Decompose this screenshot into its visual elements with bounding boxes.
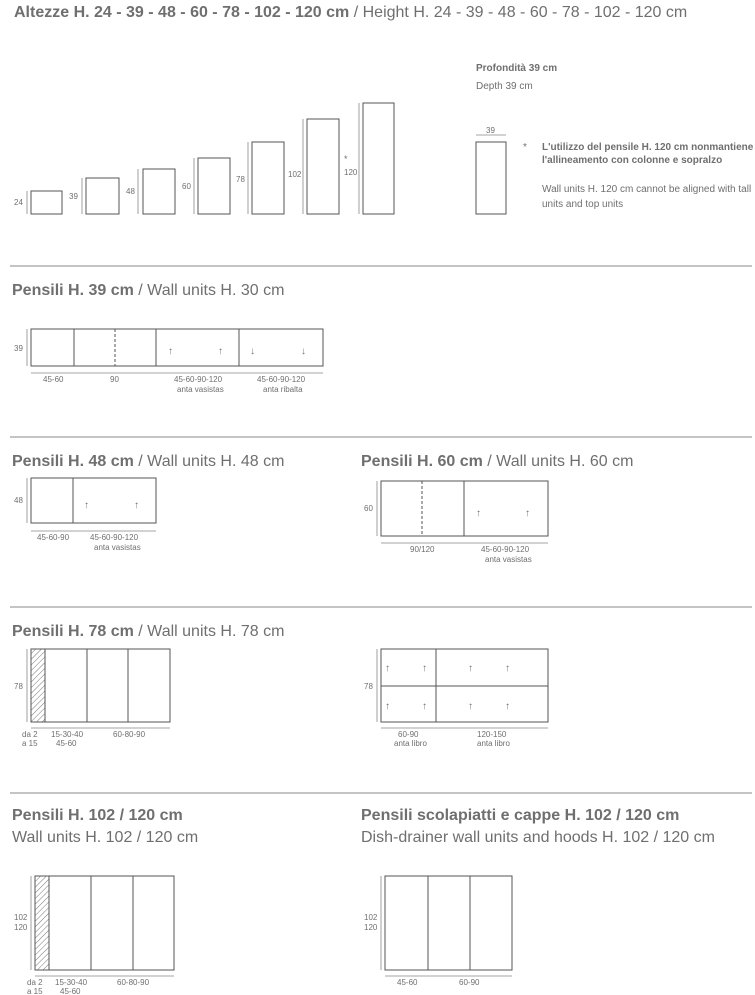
- arrow-up-icon: ↑: [422, 663, 427, 674]
- s39-height-label: 39: [14, 344, 23, 353]
- s102-width-1b: 45-60: [60, 987, 81, 995]
- s39-width-3-sub: anta vasistas: [177, 385, 224, 394]
- sdish-height-1: 102: [364, 913, 378, 922]
- asterisk-mark: *: [344, 154, 348, 164]
- height-box-120: [363, 103, 394, 214]
- note-it-line2: l'allineamento con colonne e sopralzo: [542, 155, 723, 166]
- height-label-60: 60: [182, 182, 191, 191]
- s60-diagram: [364, 481, 548, 564]
- s60-title: Pensili H. 60 cm / Wall units H. 60 cm: [361, 453, 634, 470]
- arrow-up-icon: ↑: [385, 663, 390, 674]
- height-label-120: 120: [344, 168, 358, 177]
- s78-width-0b: a 15: [22, 739, 38, 748]
- s60-width-2: 45-60-90-120: [481, 545, 530, 554]
- arrow-up-icon: ↑: [134, 500, 139, 511]
- s78-width-1b: 45-60: [56, 739, 77, 748]
- s60-width-2-sub: anta vasistas: [485, 555, 532, 564]
- height-row: [14, 103, 394, 214]
- s102-subtitle: Wall units H. 102 / 120 cm: [12, 829, 199, 846]
- sdish-diagram: [364, 876, 512, 987]
- s102-diagram: [14, 876, 174, 995]
- height-box-60: [198, 158, 230, 214]
- sdish-width-2: 60-90: [459, 978, 480, 987]
- arrow-up-icon: ↑: [468, 663, 473, 674]
- s78-left-diagram: [14, 649, 170, 748]
- s102-width-1a: 15-30-40: [55, 978, 88, 987]
- s78-width-2: 60-80-90: [113, 730, 146, 739]
- sdish-height-2: 120: [364, 923, 378, 932]
- s48-diagram: [14, 478, 156, 552]
- note-marker: *: [523, 142, 527, 153]
- header-title: Altezze H. 24 - 39 - 48 - 60 - 78 - 102 - 120 cm / Height H. 24 - 39 - 48 - 60 - 78 - 102 - 120 cm: [14, 4, 688, 21]
- s102-height-1: 102: [14, 913, 28, 922]
- height-box-48: [143, 169, 175, 214]
- s48-width-2: 45-60-90-120: [90, 533, 139, 542]
- s78-right-width-1: 60-90: [398, 730, 419, 739]
- s78-title: Pensili H. 78 cm / Wall units H. 78 cm: [12, 623, 285, 640]
- s39-width-2: 90: [110, 375, 119, 384]
- arrow-up-icon: ↑: [468, 701, 473, 712]
- s48-title: Pensili H. 48 cm / Wall units H. 48 cm: [12, 453, 285, 470]
- s102-title: Pensili H. 102 / 120 cm: [12, 807, 183, 824]
- height-label-24: 24: [14, 198, 23, 207]
- height-label-78: 78: [236, 175, 245, 184]
- s78-height-label: 78: [14, 682, 23, 691]
- s48-width-2-sub: anta vasistas: [94, 543, 141, 552]
- sdish-subtitle: Dish-drainer wall units and hoods H. 102 / 120 cm: [361, 829, 715, 846]
- s102-height-2: 120: [14, 923, 28, 932]
- s78-right-width-2-sub: anta libro: [477, 739, 510, 748]
- arrow-up-icon: ↑: [168, 346, 173, 357]
- s60-height-label: 60: [364, 504, 373, 513]
- height-box-78: [252, 142, 284, 214]
- arrow-down-icon: ↓: [301, 346, 306, 357]
- height-label-102: 102: [288, 170, 302, 179]
- arrow-up-icon: ↑: [505, 701, 510, 712]
- depth-subtitle: Depth 39 cm: [476, 81, 533, 92]
- depth-title: Profondità 39 cm: [476, 63, 558, 74]
- depth-value: 39: [486, 126, 495, 135]
- arrow-up-icon: ↑: [476, 508, 481, 519]
- s78-right-width-1-sub: anta libro: [394, 739, 427, 748]
- s102-width-0b: a 15: [27, 987, 43, 995]
- height-box-24: [31, 191, 62, 214]
- height-box-39: [86, 178, 119, 214]
- sdish-width-1: 45-60: [397, 978, 418, 987]
- s39-title: Pensili H. 39 cm / Wall units H. 30 cm: [12, 282, 285, 299]
- s48-width-1: 45-60-90: [37, 533, 70, 542]
- arrow-down-icon: ↓: [250, 346, 255, 357]
- s78-right-width-2: 120-150: [477, 730, 507, 739]
- s78-right-diagram: [364, 649, 548, 748]
- s60-width-1: 90/120: [410, 545, 435, 554]
- arrow-up-icon: ↑: [84, 500, 89, 511]
- s39-width-3: 45-60-90-120: [174, 375, 223, 384]
- arrow-up-icon: ↑: [422, 701, 427, 712]
- s48-height-label: 48: [14, 496, 23, 505]
- s78-width-1a: 15-30-40: [51, 730, 84, 739]
- s39-diagram: [14, 329, 323, 394]
- s39-width-4-sub: anta ribalta: [263, 385, 303, 394]
- note-en-line1: Wall units H. 120 cm cannot be aligned with tall: [542, 184, 752, 195]
- s102-width-2: 60-80-90: [117, 978, 150, 987]
- s39-width-4: 45-60-90-120: [257, 375, 306, 384]
- s39-width-1: 45-60: [43, 375, 64, 384]
- sdish-title: Pensili scolapiatti e cappe H. 102 / 120 cm: [361, 807, 680, 824]
- arrow-up-icon: ↑: [385, 701, 390, 712]
- depth-box: [476, 142, 506, 214]
- note-en-line2: units and top units: [542, 199, 624, 210]
- arrow-up-icon: ↑: [505, 663, 510, 674]
- filler-panel: [31, 649, 45, 722]
- height-box-102: [307, 119, 339, 214]
- filler-panel: [35, 876, 49, 970]
- arrow-up-icon: ↑: [525, 508, 530, 519]
- note-it-line1: L'utilizzo del pensile H. 120 cm nonmantiene: [542, 142, 754, 153]
- s78-right-height-label: 78: [364, 682, 373, 691]
- height-label-39: 39: [69, 192, 78, 201]
- s78-width-0a: da 2: [22, 730, 38, 739]
- arrow-up-icon: ↑: [218, 346, 223, 357]
- height-label-48: 48: [126, 187, 135, 196]
- s102-width-0a: da 2: [27, 978, 43, 987]
